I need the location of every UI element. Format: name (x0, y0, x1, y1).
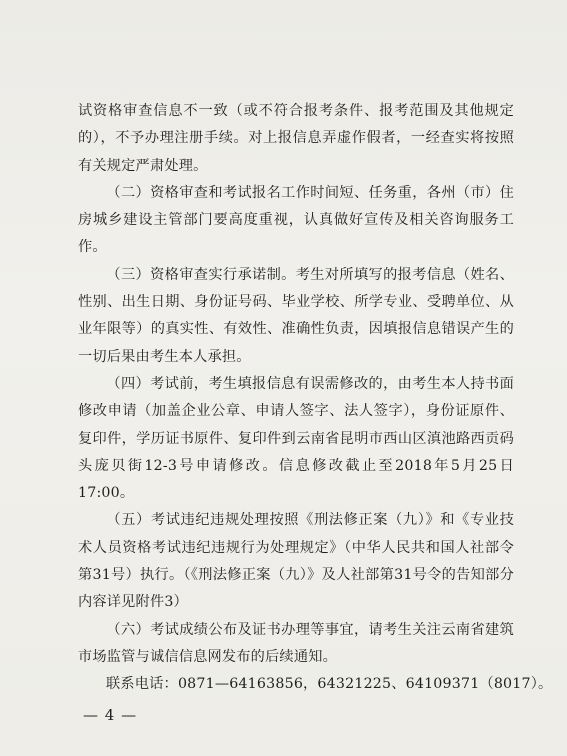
paragraph-exam-info-mismatch: 试资格审查信息不一致（或不符合报考条件、报考范围及其他规定的），不予办理注册手续。对上报信息弄虚作假者，一经查实将按照有关规定严肃处理。 (78, 103, 514, 174)
paragraph-score-release: （六）考试成绩公布及证书办理等事宜，请考生关注云南省建筑市场监管与诚信信息网发布的后续通知。 (78, 621, 514, 665)
contact-phone: 联系电话：0871—64163856，64321225、64109371（8017）。 (106, 676, 553, 693)
paragraph-violation-handling: （五）考试违纪违规处理按照《刑法修正案（九）》和《专业技术人员资格考试违纪违规行为处理规定》（中华人民共和国人社部令第31号）执行。（《刑法修正案（九）》及人社部第31号令的告知部分内容详见附件3） (78, 512, 514, 611)
page-number: — 4 — (83, 706, 138, 724)
paragraph-commitment-system: （三）资格审查实行承诺制。考生对所填写的报考信息（姓名、性别、出生日期、身份证号码、毕业学校、所学专业、受聘单位、从业年限等）的真实性、有效性、准确性负责，因填报信息错误产生的一切后果由考生本人承担。 (78, 266, 514, 365)
document-body (78, 98, 553, 699)
paragraph-publicity-and-consulting: （二）资格审查和考试报名工作时间短、任务重，各州（市）住房城乡建设主管部门要高度重视，认真做好宣传及相关咨询服务工作。 (78, 184, 514, 256)
paragraph-information-modification: （四）考试前，考生填报信息有误需修改的，由考生本人持书面修改申请（加盖企业公章、申请人签字、法人签字），身份证原件、复印件，学历证书原件、复印件到云南省昆明市西山区滇池路西贡码头庞贝街12-3号申请修改。信息修改截止至2018年5月25日17:00。 (78, 375, 514, 502)
